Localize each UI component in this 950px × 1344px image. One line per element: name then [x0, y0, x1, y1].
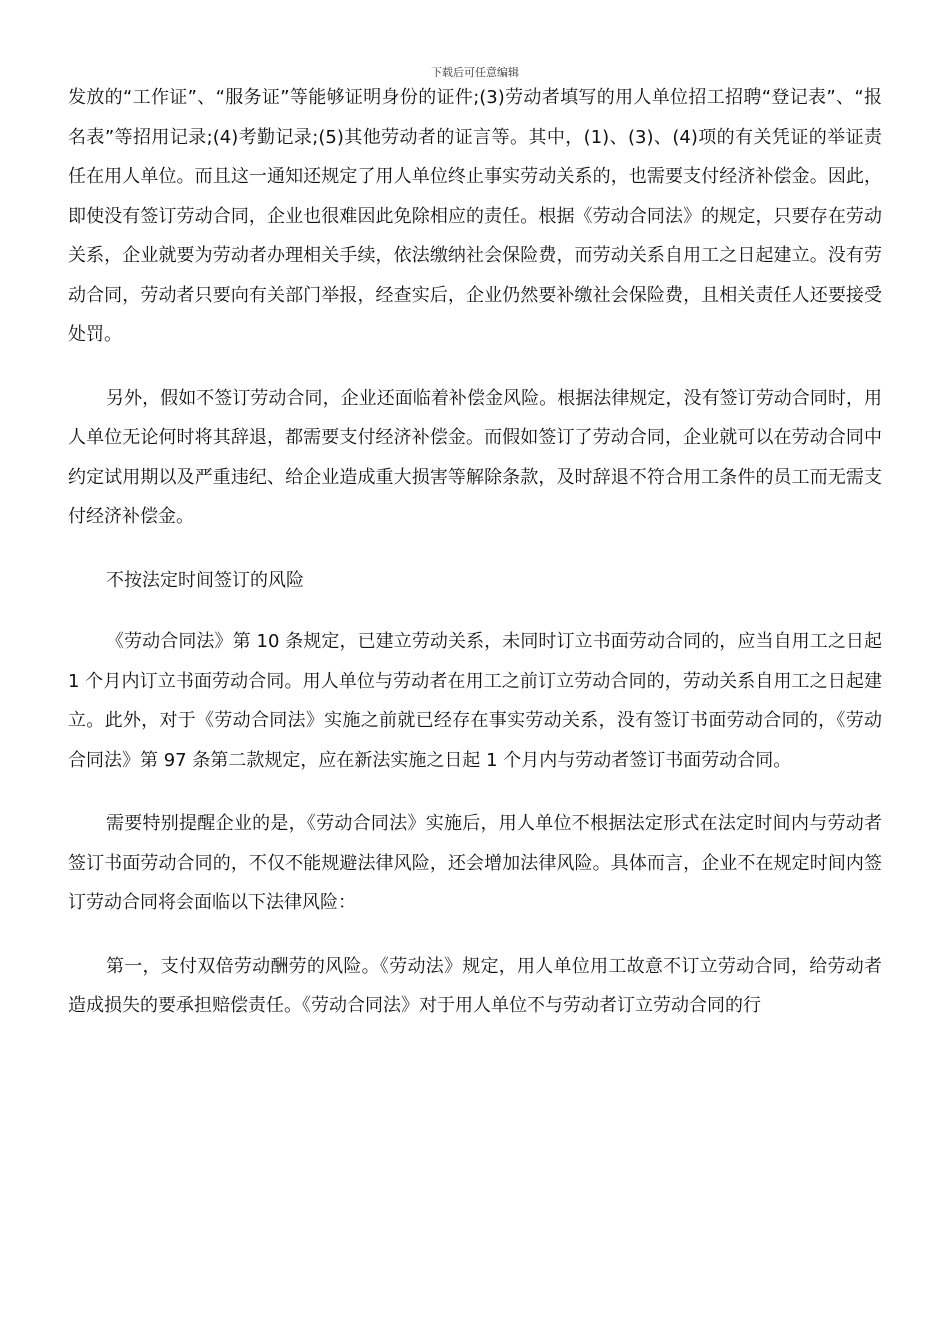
paragraph-gap — [68, 923, 882, 947]
section-heading: 不按法定时间签订的风险 — [106, 569, 304, 591]
paragraph-gap — [68, 600, 882, 622]
paragraph-2: 另外，假如不签订劳动合同，企业还面临着补偿金风险。根据法律规定，没有签订劳动合同时，用人单位无论何时将其辞退，都需要支付经济补偿金。而假如签订了劳动合同，企业就可以在劳动合同中约定试用期以及严重违纪、给企业造成重大损害等解除条款，及时辞退不符合用工条件的员工而无需支付经济补偿金。 — [68, 387, 882, 527]
paragraph-5: 第一，支付双倍劳动酬劳的风险。《劳动法》规定，用人单位用工故意不订立劳动合同，给劳动者造成损失的要承担赔偿责任。《劳动合同法》对于用人单位不与劳动者订立劳动合同的行 — [68, 955, 882, 1016]
paragraph-4: 需要特别提醒企业的是，《劳动合同法》实施后，用人单位不根据法定形式在法定时间内与劳动者签订书面劳动合同的，不仅不能规避法律风险，还会增加法律风险。具体而言，企业不在规定时间内签订劳动合同将会面临以下法律风险： — [68, 813, 882, 913]
document-body — [68, 78, 882, 1026]
paragraph-gap — [68, 537, 882, 561]
paragraph-gap — [68, 780, 882, 804]
paragraph-gap — [68, 355, 882, 379]
paragraph-3: 《劳动合同法》第 10 条规定，已建立劳动关系，未同时订立书面劳动合同的，应当自用工之日起 1 个月内订立书面劳动合同。用人单位与劳动者在用工之前订立劳动合同的，劳动关系自用工之日起建立。此外，对于《劳动合同法》实施之前就已经存在事实劳动关系，没有签订书面劳动合同的，《劳动合同法》第 97 条第二款规定，应在新法实施之日起 1 个月内与劳动者签订书面劳动合同。 — [68, 631, 882, 771]
paragraph-1: 发放的“工作证”、“服务证”等能够证明身份的证件;(3)劳动者填写的用人单位招工招聘“登记表”、“报名表”等招用记录;(4)考勤记录;(5)其他劳动者的证言等。其中，(1)、(3)、(4)项的有关凭证的举证责任在用人单位。而且这一通知还规定了用人单位终止事实劳动关系的，也需要支付经济补偿金。因此，即使没有签订劳动合同，企业也很难因此免除相应的责任。根据《劳动合同法》的规定，只要存在劳动关系，企业就要为劳动者办理相关手续，依法缴纳社会保险费，而劳动关系自用工之日起建立。没有劳动合同，劳动者只要向有关部门举报，经查实后，企业仍然要补缴社会保险费，且相关责任人还要接受处罚。 — [68, 87, 882, 345]
header-note: 下载后可任意编辑 — [431, 66, 519, 79]
